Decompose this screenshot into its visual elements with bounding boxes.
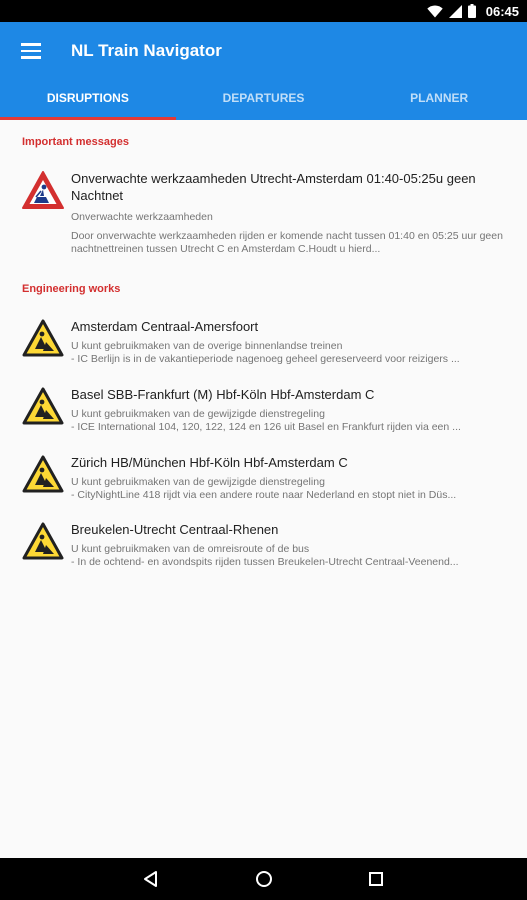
roadwork-warning-icon (21, 170, 65, 210)
item-line2: - ICE International 104, 120, 122, 124 en 126 uit Basel en Frankfurt rijden via een ... (71, 421, 461, 433)
battery-icon (468, 4, 476, 18)
list-item-engineering[interactable] (0, 318, 527, 370)
item-line1: U kunt gebruikmaken van de gewijzigde dienstregeling (71, 476, 325, 488)
tab-bar (0, 76, 527, 120)
item-title: Zürich HB/München Hbf-Köln Hbf-Amsterdam C (71, 455, 348, 470)
item-line1: U kunt gebruikmaken van de gewijzigde dienstregeling (71, 408, 325, 420)
item-description: Door onverwachte werkzaamheden rijden er komende nacht tussen 01:40 en 05:25 uur geen nachtnettreinen tussen Utrecht C en Amsterdam C.Houdt u hierd... (71, 230, 503, 255)
tab-departures[interactable]: DEPARTURES (222, 91, 305, 105)
tab-planner[interactable]: PLANNER (410, 91, 469, 105)
item-line2: - In de ochtend- en avondspits rijden tussen Breukelen-Utrecht Centraal-Veenend... (71, 556, 459, 568)
list-item-engineering[interactable] (0, 454, 527, 506)
item-title: Onverwachte werkzaamheden Utrecht-Amsterdam 01:40-05:25u geen Nachtnet (71, 171, 476, 203)
item-title: Amsterdam Centraal-Amersfoort (71, 319, 259, 334)
list-item-engineering[interactable] (0, 386, 527, 438)
roadwork-sign-icon (21, 454, 65, 494)
app-bar (0, 22, 527, 120)
item-subtitle: Onverwachte werkzaamheden (71, 211, 213, 223)
wifi-icon (427, 5, 443, 18)
back-icon[interactable] (141, 869, 161, 889)
section-header-important: Important messages (22, 136, 129, 148)
item-line1: U kunt gebruikmaken van de omreisroute of de bus (71, 543, 310, 555)
item-title: Breukelen-Utrecht Centraal-Rhenen (71, 522, 279, 537)
roadwork-sign-icon (21, 386, 65, 426)
roadwork-sign-icon (21, 521, 65, 561)
menu-icon[interactable] (16, 38, 46, 64)
item-line2: - CityNightLine 418 rijdt via een andere route naar Nederland en stopt niet in Düs... (71, 489, 457, 501)
recents-icon[interactable] (366, 869, 386, 889)
signal-icon (449, 5, 462, 18)
item-line2: - IC Berlijn is in de vakantieperiode nagenoeg geheel gereserveerd voor reizigers ... (71, 353, 460, 365)
status-icons (427, 0, 519, 22)
app-title: NL Train Navigator (71, 41, 222, 60)
roadwork-sign-icon (21, 318, 65, 358)
disruptions-list[interactable] (0, 120, 527, 858)
home-icon[interactable] (254, 869, 274, 889)
tab-disruptions[interactable]: DISRUPTIONS (0, 76, 176, 120)
list-item-important[interactable] (0, 170, 527, 262)
status-bar (0, 0, 527, 22)
item-title: Basel SBB-Frankfurt (M) Hbf-Köln Hbf-Amsterdam C (71, 387, 375, 402)
item-line1: U kunt gebruikmaken van de overige binnenlandse treinen (71, 340, 343, 352)
clock: 06:45 (485, 3, 519, 19)
navigation-bar (0, 858, 527, 900)
section-header-engineering: Engineering works (22, 283, 121, 295)
list-item-engineering[interactable] (0, 521, 527, 573)
